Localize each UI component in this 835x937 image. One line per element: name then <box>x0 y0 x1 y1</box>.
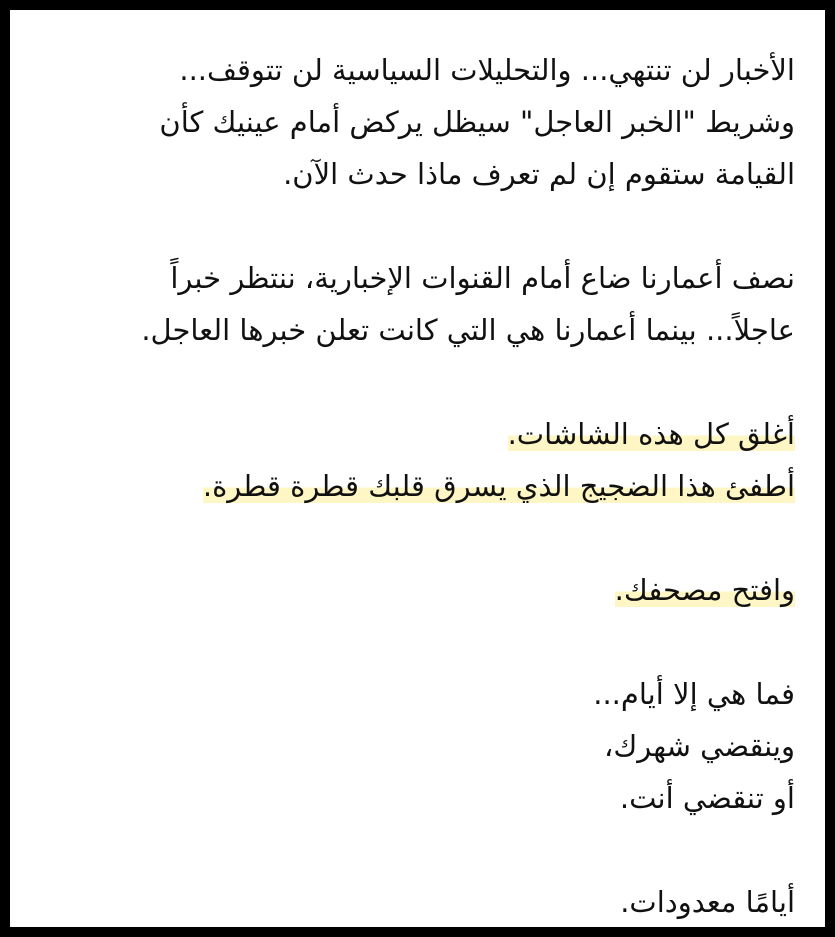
paragraph-news-never-ends <box>25 44 795 200</box>
text-line: أو تنقضي أنت. <box>619 781 795 815</box>
text-line: القيامة ستقوم إن لم تعرف ماذا حدث الآن. <box>283 157 795 191</box>
highlighted-text: أطفئ هذا الضجيج الذي يسرق قلبك قطرة قطرة. <box>202 469 795 503</box>
text-line: نصف أعمارنا ضاع أمام القنوات الإخبارية، ننتظر خبراً <box>170 261 795 295</box>
reflection-text <box>25 44 795 927</box>
text-line: الأخبار لن تنتهي... والتحليلات السياسية لن تتوقف... <box>179 53 795 87</box>
paragraph-half-our-lives <box>25 252 795 356</box>
text-line: وينقضي شهرك، <box>604 729 795 763</box>
text-line: فما هي إلا أيام... <box>593 677 795 711</box>
text-line: أيامًا معدودات. <box>620 885 795 919</box>
paragraph-numbered-days <box>25 876 795 927</box>
text-line: وشريط "الخبر العاجل" سيظل يركض أمام عينيك كأن <box>159 105 795 139</box>
text-line <box>25 408 795 460</box>
text-line: عاجلاً... بينما أعمارنا هي التي كانت تعلن خبرها العاجل. <box>141 313 795 347</box>
text-line <box>25 460 795 512</box>
highlighted-text: أغلق كل هذه الشاشات. <box>507 417 795 451</box>
paragraph-open-mushaf <box>25 564 795 616</box>
paragraph-close-screens <box>25 408 795 512</box>
document-page <box>10 10 825 927</box>
paragraph-only-days <box>25 668 795 824</box>
highlighted-text: وافتح مصحفك. <box>614 573 795 607</box>
text-line <box>25 564 795 616</box>
